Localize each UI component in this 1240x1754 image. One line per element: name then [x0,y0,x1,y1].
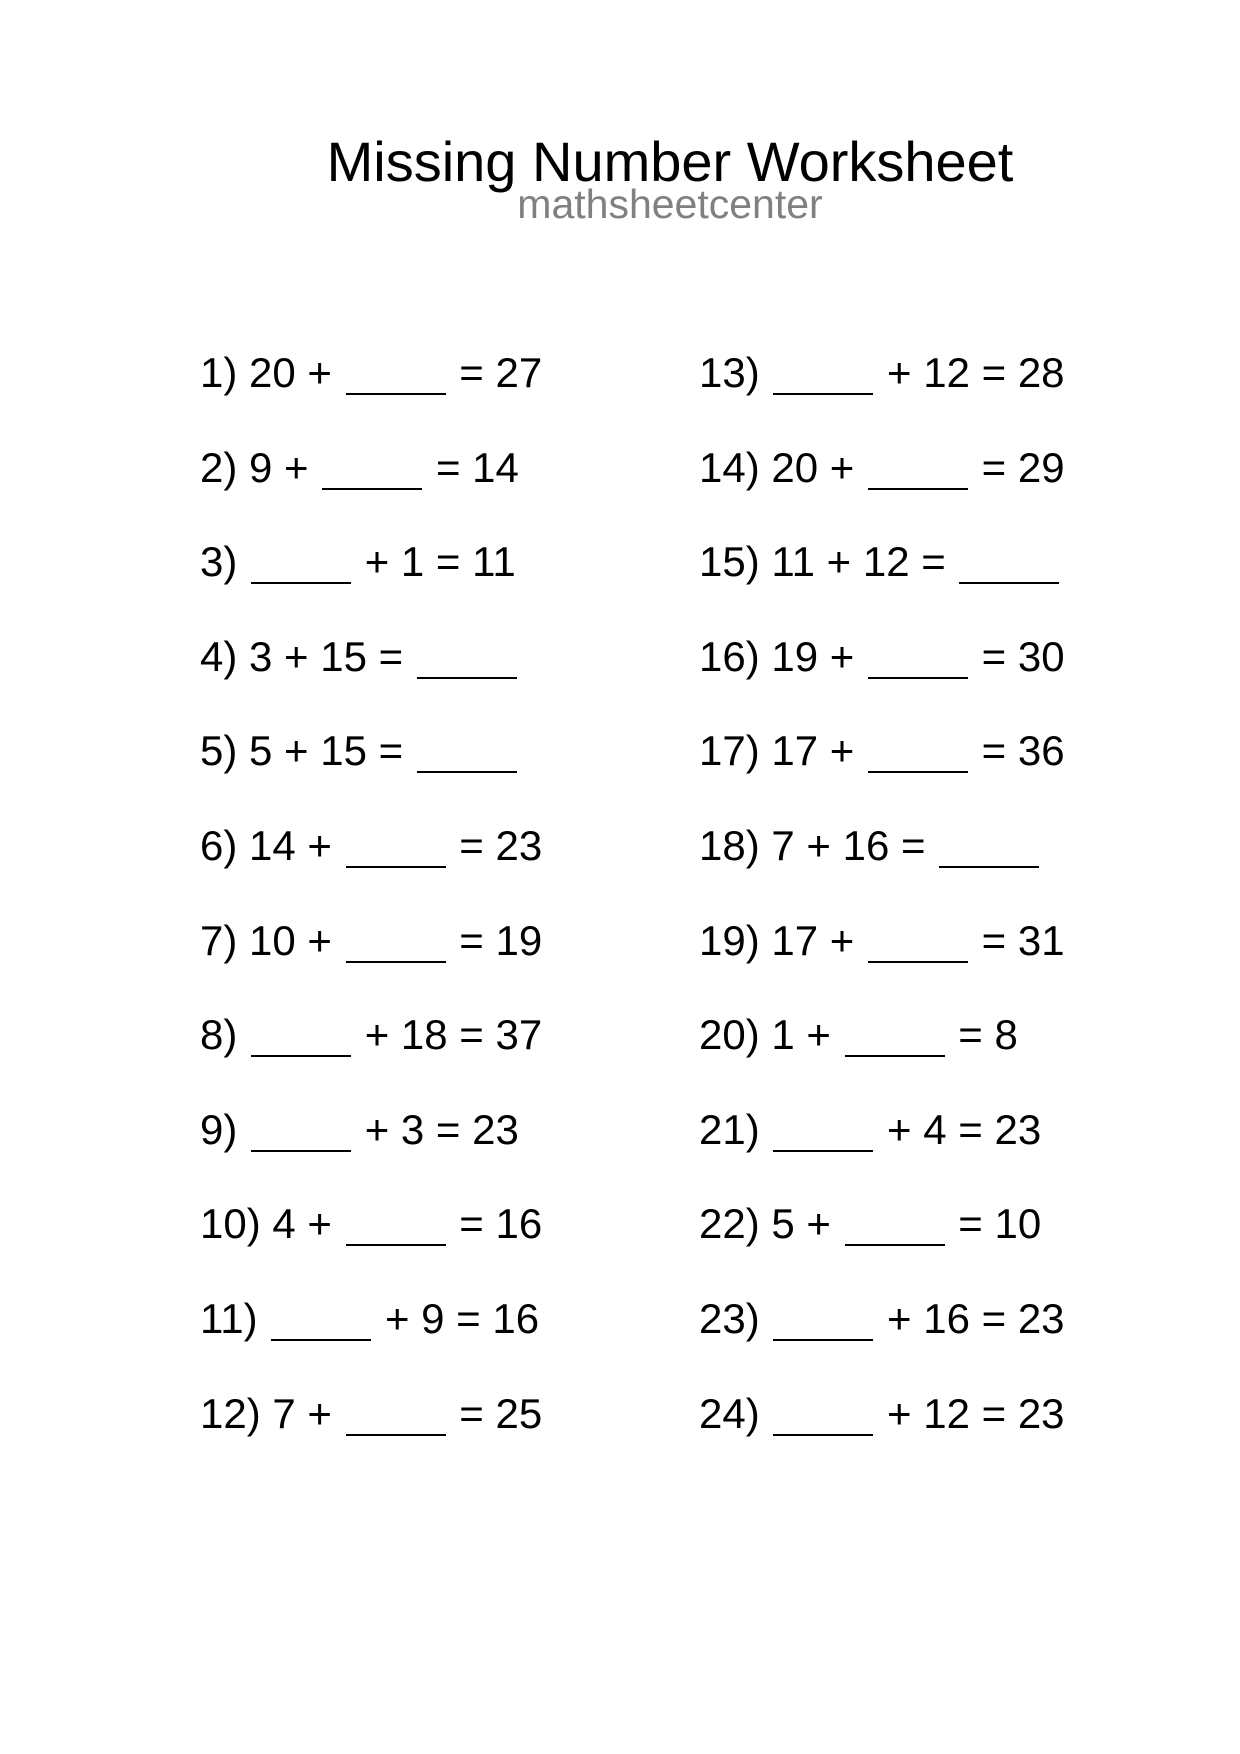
problem-expression-after: = 25 [459,1389,543,1437]
problem-11 [200,1294,542,1393]
problem-number: 7) [200,916,238,964]
problem-number: 23) [699,1294,760,1342]
problem-expression-before: 20 + [771,443,855,491]
problem-number: 10) [200,1200,261,1248]
problem-1 [200,349,543,447]
problem-number: 22) [699,1200,760,1248]
answer-blank[interactable] [271,1339,371,1341]
answer-blank[interactable] [346,866,446,868]
problem-10 [200,1200,543,1298]
problem-expression-before: 17 + [771,916,855,964]
problem-number: 6) [200,821,238,869]
problem-20 [699,1011,1065,1109]
problem-expression-before: 5 + 15 = [249,727,404,775]
problem-number: 14) [699,443,760,491]
answer-blank[interactable] [773,1434,873,1436]
problem-number: 2) [200,443,238,491]
problem-number: 13) [699,349,760,396]
problem-number: 1) [200,349,238,396]
problem-number: 17) [699,727,760,775]
answer-blank[interactable] [251,1150,351,1152]
problem-expression-after: + 4 = 23 [887,1105,1042,1153]
answer-blank[interactable] [346,393,446,395]
problem-12 [200,1389,543,1488]
problem-expression-after: + 16 = 23 [887,1294,1065,1342]
problem-expression-before: 5 + [771,1200,831,1248]
problem-expression-after: = 14 [435,443,519,491]
problem-expression-before: 10 + [249,916,332,964]
problem-number: 15) [699,538,760,586]
problem-expression-after: = 19 [459,916,543,964]
answer-blank[interactable] [346,1434,446,1436]
answer-blank[interactable] [251,1055,351,1057]
problem-expression-before: 20 + [249,349,332,396]
problem-expression-after: = 36 [981,727,1065,775]
problem-expression-before: 9 + [249,443,309,491]
problem-number: 8) [200,1011,238,1059]
problem-column-left [200,349,543,1487]
problem-expression-after: + 18 = 37 [364,1011,543,1059]
problem-7 [200,916,543,1015]
problem-8 [200,1011,543,1109]
problem-column-right [699,349,1065,1487]
answer-blank[interactable] [868,961,968,963]
problem-number: 21) [699,1105,760,1153]
answer-blank[interactable] [346,1244,446,1246]
problem-expression-before: 7 + 16 = [771,821,926,869]
problem-expression-after: = 8 [958,1011,1018,1059]
answer-blank[interactable] [773,393,873,395]
problem-number: 12) [200,1389,261,1437]
problem-number: 5) [200,727,238,775]
answer-blank[interactable] [322,488,422,490]
problem-14 [699,443,1065,542]
problem-expression-before: 19 + [771,632,855,680]
problem-expression-after: = 27 [459,349,543,396]
problem-18 [699,821,1065,920]
problem-17 [699,727,1065,825]
answer-blank[interactable] [868,488,968,490]
problem-expression-after: + 12 = 23 [887,1389,1065,1437]
problem-number: 4) [200,632,238,680]
problem-number: 20) [699,1011,760,1059]
problem-3 [200,538,542,636]
problem-expression-after: = 31 [981,916,1065,964]
problem-expression-before: 17 + [771,727,855,775]
answer-blank[interactable] [773,1150,873,1152]
problem-number: 16) [699,632,760,680]
answer-blank[interactable] [773,1339,873,1341]
answer-blank[interactable] [868,677,968,679]
problem-21 [699,1105,1065,1204]
problem-4 [200,632,542,731]
problem-expression-before: 7 + [272,1389,332,1437]
problem-22 [699,1200,1065,1298]
answer-blank[interactable] [868,771,968,773]
problem-expression-before: 3 + 15 = [249,632,404,680]
answer-blank[interactable] [251,582,351,584]
problem-expression-before: 4 + [272,1200,332,1248]
problem-19 [699,916,1065,1015]
problem-number: 19) [699,916,760,964]
problem-expression-after: + 12 = 28 [887,349,1065,396]
answer-blank[interactable] [939,866,1039,868]
problem-expression-after: = 30 [981,632,1065,680]
problem-number: 9) [200,1105,238,1153]
problem-13 [699,349,1065,447]
worksheet-title: Missing Number Worksheet [326,129,1014,193]
answer-blank[interactable] [959,582,1059,584]
answer-blank[interactable] [417,771,517,773]
problem-23 [699,1294,1065,1393]
answer-blank[interactable] [845,1244,945,1246]
problem-16 [699,632,1065,731]
worksheet-source: mathsheetcenter [517,181,823,227]
problem-6 [200,821,543,920]
problem-2 [200,443,542,542]
problem-15 [699,538,1065,636]
problem-9 [200,1105,542,1204]
problem-number: 11) [200,1294,258,1342]
problem-expression-after: = 10 [958,1200,1042,1248]
problem-expression-before: 14 + [249,821,332,869]
answer-blank[interactable] [346,961,446,963]
problem-expression-after: = 29 [981,443,1065,491]
problem-5 [200,727,542,825]
problem-expression-after: + 1 = 11 [364,538,516,586]
problem-expression-after: = 23 [459,821,543,869]
answer-blank[interactable] [845,1055,945,1057]
problem-expression-before: 1 + [771,1011,831,1059]
answer-blank[interactable] [417,677,517,679]
problem-expression-after: + 3 = 23 [364,1105,519,1153]
problem-expression-after: = 16 [459,1200,543,1248]
problem-number: 24) [699,1389,760,1437]
problem-expression-after: + 9 = 16 [384,1294,540,1342]
problem-24 [699,1389,1065,1488]
problem-number: 18) [699,821,760,869]
problem-expression-before: 11 + 12 = [771,538,946,586]
problem-number: 3) [200,538,238,586]
